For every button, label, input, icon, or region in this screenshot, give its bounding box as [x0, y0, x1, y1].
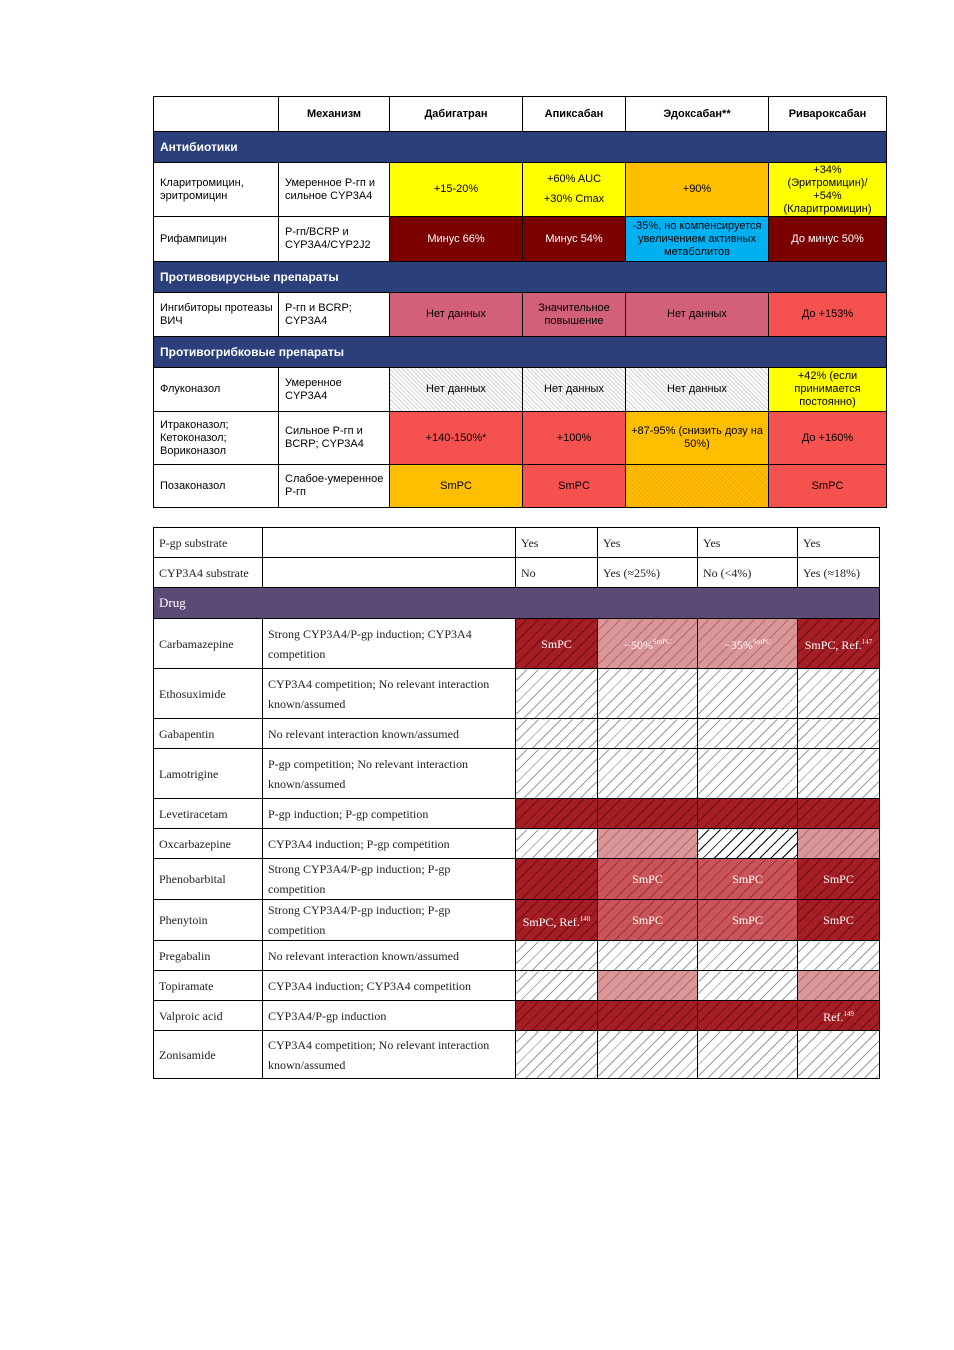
- apixaban-cell: [598, 1001, 698, 1031]
- drug-name: Pregabalin: [154, 941, 263, 971]
- edoxaban-value: [626, 465, 769, 508]
- drug-name: Valproic acid: [154, 1001, 263, 1031]
- header-cell-empty: [154, 97, 279, 132]
- table-row: [154, 1031, 880, 1079]
- drug-name: Phenobarbital: [154, 859, 263, 900]
- dabigatran-value: Нет данных: [390, 293, 523, 337]
- drug-name: Кларитромицин, эритромицин: [154, 163, 279, 217]
- drug-name: Флуконазол: [154, 368, 279, 412]
- edoxaban-cell: [698, 859, 798, 900]
- drug-name: Topiramate: [154, 971, 263, 1001]
- dabigatran-value: Нет данных: [390, 368, 523, 412]
- apixaban-cell: [598, 971, 698, 1001]
- mechanism: Сильное P-гп и BCRP; CYP3A4: [279, 412, 390, 465]
- empty-cell: [263, 528, 516, 558]
- drug-name: Lamotrigine: [154, 749, 263, 799]
- edoxaban-cell: [698, 669, 798, 719]
- edoxaban-cell: [698, 1001, 798, 1031]
- cell-text: SmPC, Ref.: [804, 638, 862, 652]
- rivaroxaban-cell: [798, 669, 880, 719]
- cell-text: Ref.: [823, 1010, 844, 1024]
- apixaban-cell: [598, 829, 698, 859]
- dabigatran-value: +140-150%*: [390, 412, 523, 465]
- rivaroxaban-cell: [798, 1031, 880, 1079]
- mechanism: Strong CYP3A4/P-gp induction; P-gp competition: [263, 900, 516, 941]
- rivaroxaban-cell: [798, 719, 880, 749]
- dabigatran-cell: [516, 719, 598, 749]
- mechanism: CYP3A4 competition; No relevant interaction known/assumed: [263, 669, 516, 719]
- dabigatran-cell: [516, 799, 598, 829]
- dabigatran-cell: [516, 1031, 598, 1079]
- drug-name: Levetiracetam: [154, 799, 263, 829]
- mechanism: No relevant interaction known/assumed: [263, 719, 516, 749]
- cell-sup: 147: [861, 638, 873, 646]
- cell-text: −35%: [724, 638, 753, 652]
- rivaroxaban-cell: [798, 900, 880, 941]
- edoxaban-value: -35%, но компенсируется увеличением активных метаболитов: [626, 217, 769, 262]
- table-row: [154, 368, 887, 412]
- cell-text: SmPC: [632, 872, 663, 886]
- dabigatran-cell: [516, 669, 598, 719]
- drug-name: Zonisamide: [154, 1031, 263, 1079]
- section-drug: Drug: [154, 588, 880, 619]
- substrate-value: Yes: [698, 528, 798, 558]
- dabigatran-cell: [516, 900, 598, 941]
- cell-text: SmPC: [823, 872, 854, 886]
- edoxaban-cell: [698, 749, 798, 799]
- rivaroxaban-value: До минус 50%: [769, 217, 887, 262]
- table-row: [154, 412, 887, 465]
- table-row: [154, 900, 880, 941]
- drug-name: Oxcarbazepine: [154, 829, 263, 859]
- mechanism: Умеренное P-гп и сильное CYP3A4: [279, 163, 390, 217]
- table-row: [154, 941, 880, 971]
- rivaroxaban-cell: [798, 829, 880, 859]
- apixaban-cell: [598, 619, 698, 669]
- cell-sup: 148: [579, 914, 591, 923]
- table-row: [154, 799, 880, 829]
- table-row: [154, 163, 887, 217]
- mechanism: CYP3A4 induction; CYP3A4 competition: [263, 971, 516, 1001]
- edoxaban-cell: [698, 799, 798, 829]
- rivaroxaban-value: До +153%: [769, 293, 887, 337]
- rivaroxaban-value: SmPC: [769, 465, 887, 508]
- mechanism: P-gp induction; P-gp competition: [263, 799, 516, 829]
- substrate-value: No (<4%): [698, 558, 798, 588]
- header-edoxaban: Эдоксабан**: [626, 97, 769, 132]
- header-apixaban: Апиксабан: [523, 97, 626, 132]
- cell-text: SmPC: [823, 913, 854, 927]
- apixaban-cell: [598, 749, 698, 799]
- edoxaban-cell: [698, 900, 798, 941]
- section-antibiotics: Антибиотики: [154, 132, 887, 163]
- dabigatran-value: +15-20%: [390, 163, 523, 217]
- section-row: [154, 132, 887, 163]
- drug-name: Итраконазол; Кетоконазол; Вориконазол: [154, 412, 279, 465]
- dabigatran-cell: [516, 971, 598, 1001]
- dabigatran-cell: [516, 859, 598, 900]
- apixaban-cell: [598, 900, 698, 941]
- header-mechanism: Механизм: [279, 97, 390, 132]
- edoxaban-value: +87-95% (снизить дозу на 50%): [626, 412, 769, 465]
- antiepileptic-interaction-table: [153, 527, 880, 1079]
- apixaban-cell: [598, 719, 698, 749]
- anticoagulant-interaction-table-ru: [153, 96, 887, 508]
- apixaban-value: Значительное повышение: [523, 293, 626, 337]
- cell-text: −50%: [624, 638, 653, 652]
- drug-name: Ethosuximide: [154, 669, 263, 719]
- rivaroxaban-cell: [798, 619, 880, 669]
- table-row: [154, 293, 887, 337]
- edoxaban-value: Нет данных: [626, 368, 769, 412]
- cell-sup: SmPC: [652, 638, 671, 646]
- dabigatran-cell: [516, 829, 598, 859]
- dabigatran-cell: [516, 749, 598, 799]
- cell-text: SmPC, Ref.: [522, 914, 580, 929]
- apixaban-value: +100%: [523, 412, 626, 465]
- table-header-row: [154, 97, 887, 132]
- mechanism: P-gp competition; No relevant interaction known/assumed: [263, 749, 516, 799]
- mechanism: CYP3A4 competition; No relevant interaction known/assumed: [263, 1031, 516, 1079]
- substrate-value: Yes (≈25%): [598, 558, 698, 588]
- rivaroxaban-value: +34% (Эритромицин)/ +54% (Кларитромицин): [769, 163, 887, 217]
- apixaban-cell: [598, 859, 698, 900]
- table-row: [154, 619, 880, 669]
- section-row: [154, 588, 880, 619]
- cell-sup: SmPC: [752, 638, 771, 646]
- mechanism: Strong CYP3A4/P-gp induction; P-gp competition: [263, 859, 516, 900]
- apixaban-value: Минус 54%: [523, 217, 626, 262]
- apixaban-value: SmPC: [523, 465, 626, 508]
- cell-sup: 149: [843, 1010, 854, 1018]
- table-row: [154, 465, 887, 508]
- substrate-value: Yes: [798, 528, 880, 558]
- dabigatran-cell: [516, 1001, 598, 1031]
- rivaroxaban-value: +42% (если принимается постоянно): [769, 368, 887, 412]
- apixaban-cmax: +30% Cmax: [543, 193, 605, 205]
- drug-name: Phenytoin: [154, 900, 263, 941]
- mechanism: Strong CYP3A4/P-gp induction; CYP3A4 competition: [263, 619, 516, 669]
- cell-text: SmPC: [541, 636, 572, 651]
- cell-text: SmPC: [732, 872, 763, 886]
- cell-text: SmPC: [732, 913, 763, 927]
- header-rivaroxaban: Ривароксабан: [769, 97, 887, 132]
- apixaban-cell: [598, 941, 698, 971]
- dabigatran-cell: [516, 941, 598, 971]
- substrate-row: [154, 558, 880, 588]
- table-row: [154, 217, 887, 262]
- substrate-label: CYP3A4 substrate: [154, 558, 263, 588]
- edoxaban-cell: [698, 971, 798, 1001]
- table-row: [154, 971, 880, 1001]
- cell-text: SmPC: [632, 913, 663, 927]
- substrate-value: Yes: [516, 528, 598, 558]
- rivaroxaban-cell: [798, 941, 880, 971]
- mechanism: CYP3A4/P-gp induction: [263, 1001, 516, 1031]
- apixaban-value: Нет данных: [523, 368, 626, 412]
- apixaban-value: [523, 163, 626, 217]
- mechanism: P-гп и BCRP; CYP3A4: [279, 293, 390, 337]
- dabigatran-value: Минус 66%: [390, 217, 523, 262]
- substrate-row: [154, 528, 880, 558]
- drug-name: Ингибиторы протеазы ВИЧ: [154, 293, 279, 337]
- mechanism: Умеренное CYP3A4: [279, 368, 390, 412]
- mechanism: P-гп/BCRP и CYP3A4/CYP2J2: [279, 217, 390, 262]
- edoxaban-cell: [698, 619, 798, 669]
- rivaroxaban-value: До +160%: [769, 412, 887, 465]
- edoxaban-value: +90%: [626, 163, 769, 217]
- edoxaban-cell: [698, 941, 798, 971]
- table-row: [154, 829, 880, 859]
- section-row: [154, 262, 887, 293]
- substrate-label: P-gp substrate: [154, 528, 263, 558]
- rivaroxaban-cell: [798, 749, 880, 799]
- drug-name: Gabapentin: [154, 719, 263, 749]
- mechanism: CYP3A4 induction; P-gp competition: [263, 829, 516, 859]
- header-dabigatran: Дабигатран: [390, 97, 523, 132]
- edoxaban-value: Нет данных: [626, 293, 769, 337]
- apixaban-cell: [598, 799, 698, 829]
- dabigatran-cell: [516, 619, 598, 669]
- edoxaban-cell: [698, 1031, 798, 1079]
- section-antivirals: Противовирусные препараты: [154, 262, 887, 293]
- drug-name: Позаконазол: [154, 465, 279, 508]
- edoxaban-cell: [698, 829, 798, 859]
- table-row: [154, 669, 880, 719]
- table-row: [154, 1001, 880, 1031]
- rivaroxaban-cell: [798, 1001, 880, 1031]
- drug-name: Рифампицин: [154, 217, 279, 262]
- table-row: [154, 719, 880, 749]
- empty-cell: [263, 558, 516, 588]
- substrate-value: No: [516, 558, 598, 588]
- apixaban-cell: [598, 669, 698, 719]
- table-row: [154, 859, 880, 900]
- section-row: [154, 337, 887, 368]
- apixaban-auc: +60% AUC: [546, 173, 602, 185]
- rivaroxaban-cell: [798, 971, 880, 1001]
- section-antifungals: Противогрибковые препараты: [154, 337, 887, 368]
- apixaban-cell: [598, 1031, 698, 1079]
- drug-name: Carbamazepine: [154, 619, 263, 669]
- dabigatran-value: SmPC: [390, 465, 523, 508]
- substrate-value: Yes: [598, 528, 698, 558]
- rivaroxaban-cell: [798, 799, 880, 829]
- rivaroxaban-cell: [798, 859, 880, 900]
- mechanism: No relevant interaction known/assumed: [263, 941, 516, 971]
- edoxaban-cell: [698, 719, 798, 749]
- mechanism: Слабое-умеренное P-гп: [279, 465, 390, 508]
- substrate-value: Yes (≈18%): [798, 558, 880, 588]
- table-row: [154, 749, 880, 799]
